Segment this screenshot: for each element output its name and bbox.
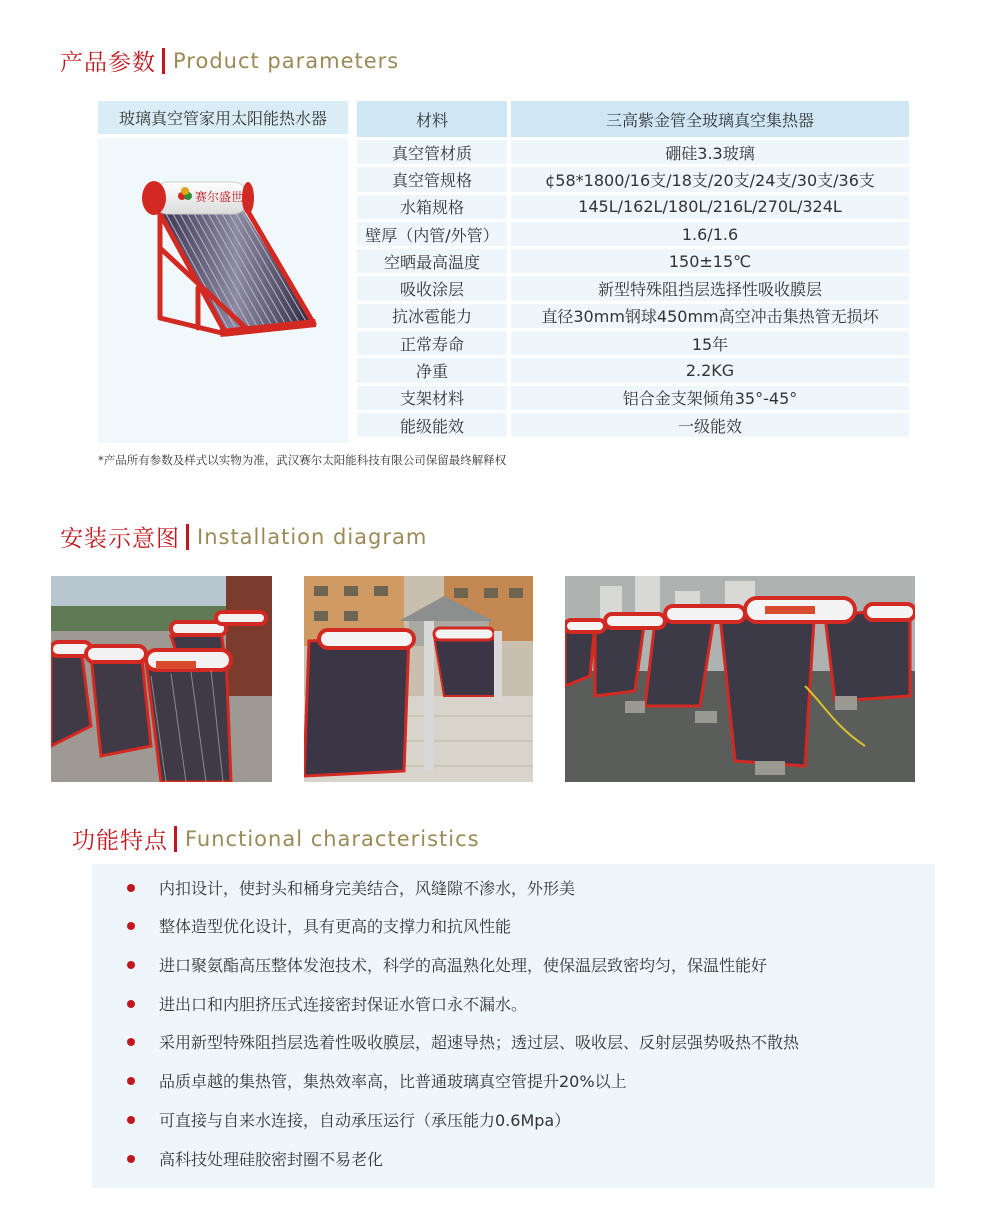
bullet-icon (127, 961, 135, 969)
param-key: 正常寿命 (357, 331, 507, 355)
feature-text: 高科技处理硅胶密封圈不易老化 (159, 1150, 384, 1169)
features-title-en: Functional characteristics (185, 826, 480, 851)
list-item (127, 1108, 570, 1131)
list-item (127, 1147, 383, 1170)
param-key: 抗冰雹能力 (357, 304, 507, 328)
footnote: *产品所有参数及样式以实物为准，武汉赛尔太阳能科技有限公司保留最终解释权 (98, 453, 507, 467)
table-row (357, 140, 909, 164)
features-title-cn: 功能特点 (72, 828, 168, 854)
feature-text: 整体造型优化设计，具有更高的支撑力和抗风性能 (159, 917, 512, 936)
param-key: 真空管材质 (357, 140, 507, 164)
bullet-icon (127, 1000, 135, 1008)
feature-text: 可直接与自来水连接，自动承压运行（承压能力0.6Mpa） (159, 1111, 571, 1130)
bullet-icon (127, 1038, 135, 1046)
title-divider (174, 826, 177, 852)
title-divider (162, 48, 165, 74)
table-row (357, 276, 909, 300)
title-divider (186, 524, 189, 550)
install-title-cn: 安装示意图 (60, 526, 180, 552)
parameters-table (357, 101, 909, 440)
list-item (127, 1069, 627, 1092)
feature-text: 采用新型特殊阻挡层选着性吸收膜层，超速导热；透过层、吸收层、反射层强势吸热不散热 (159, 1033, 800, 1052)
table-row (357, 331, 909, 355)
param-value: 145L/162L/180L/216L/270L/324L (511, 195, 909, 219)
bullet-icon (127, 1077, 135, 1085)
param-key: 吸收涂层 (357, 276, 507, 300)
param-key: 壁厚（内管/外管） (357, 222, 507, 246)
feature-text: 进口聚氨酯高压整体发泡技术，科学的高温熟化处理，使保温层致密均匀，保温性能好 (159, 956, 768, 975)
params-title-cn: 产品参数 (60, 50, 156, 76)
feature-text: 内扣设计，使封头和桶身完美结合，风缝隙不渗水，外形美 (159, 879, 576, 898)
table-header-row (357, 101, 909, 137)
solar-heater-illustration (98, 138, 348, 443)
install-section-title (60, 520, 427, 553)
bullet-icon (127, 1155, 135, 1163)
list-item (127, 914, 511, 937)
bullet-icon (127, 884, 135, 892)
bullet-icon (127, 1116, 135, 1124)
product-image (98, 138, 348, 443)
param-value: 硼硅3.3玻璃 (511, 140, 909, 164)
params-section-title (60, 44, 399, 77)
table-row (357, 386, 909, 410)
table-row (357, 358, 909, 382)
param-value: 新型特殊阻挡层选择性吸收膜层 (511, 276, 909, 300)
list-item (127, 953, 767, 976)
param-key: 支架材料 (357, 386, 507, 410)
features-section-title (72, 822, 480, 855)
param-key: 水箱规格 (357, 195, 507, 219)
header-key: 材料 (357, 101, 507, 137)
table-row (357, 167, 909, 191)
param-key: 净重 (357, 358, 507, 382)
param-value: 一级能效 (511, 413, 909, 437)
feature-text: 品质卓越的集热管，集热效率高，比普通玻璃真空管提升20%以上 (159, 1072, 627, 1091)
param-value: 2.2KG (511, 358, 909, 382)
table-row (357, 304, 909, 328)
param-value: 铝合金支架倾角35°-45° (511, 386, 909, 410)
param-value: 150±15℃ (511, 249, 909, 273)
install-photo-1 (51, 576, 272, 782)
param-value: 直径30mm钢球450mm高空冲击集热管无损坏 (511, 304, 909, 328)
features-list (92, 864, 935, 1188)
table-row (357, 249, 909, 273)
param-value: ¢58*1800/16支/18支/20支/24支/30支/36支 (511, 167, 909, 191)
param-key: 能级能效 (357, 413, 507, 437)
feature-text: 进出口和内胆挤压式连接密封保证水管口永不漏水。 (159, 995, 528, 1014)
list-item (127, 1030, 799, 1053)
list-item (127, 992, 527, 1015)
table-row (357, 222, 909, 246)
param-key: 真空管规格 (357, 167, 507, 191)
header-value: 三高紫金管全玻璃真空集热器 (511, 101, 909, 137)
param-key: 空晒最高温度 (357, 249, 507, 273)
install-photo-3 (565, 576, 915, 782)
param-value: 1.6/1.6 (511, 222, 909, 246)
list-item (127, 876, 575, 899)
install-photo-2 (304, 576, 533, 782)
param-value: 15年 (511, 331, 909, 355)
table-row (357, 413, 909, 437)
install-title-en: Installation diagram (197, 524, 428, 549)
params-title-en: Product parameters (173, 48, 400, 73)
product-logo-text: 赛尔盛世 (195, 190, 244, 204)
table-row (357, 195, 909, 219)
bullet-icon (127, 922, 135, 930)
product-name: 玻璃真空管家用太阳能热水器 (98, 101, 348, 134)
